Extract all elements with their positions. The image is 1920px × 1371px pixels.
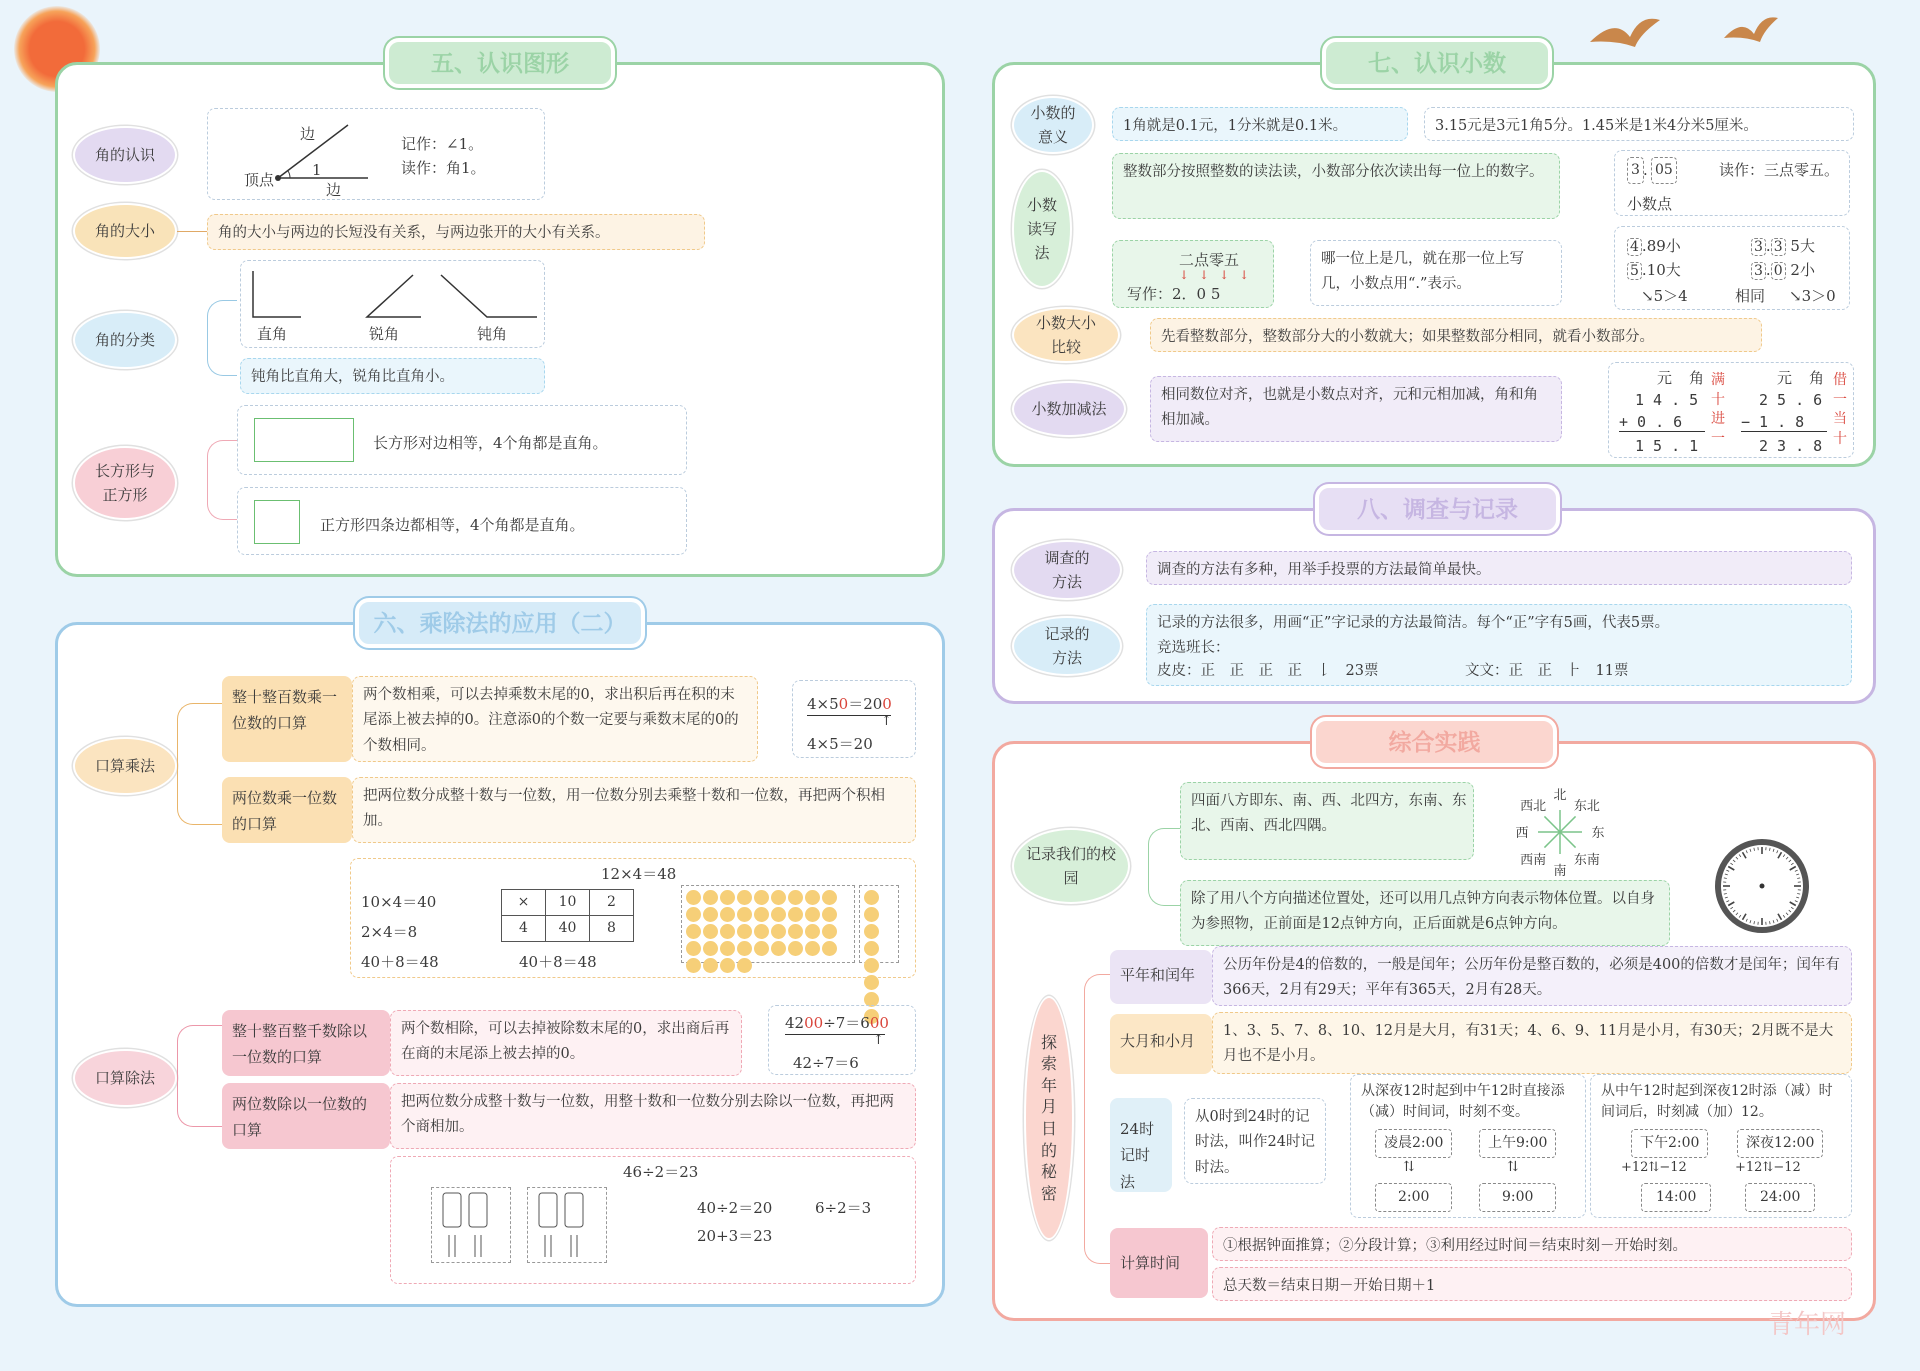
dot [686, 924, 701, 939]
angle-diagram [207, 108, 545, 200]
bracket [1148, 828, 1180, 906]
h24-panel-a [1350, 1074, 1586, 1218]
section-title: 八、调查与记录 [1315, 484, 1560, 534]
dot [754, 890, 769, 905]
time-6: 深夜12:00 [1737, 1129, 1823, 1158]
compass-icon [1492, 784, 1628, 880]
time-8: 24:00 [1745, 1183, 1815, 1212]
node-compare: 小数大小比较 [1012, 307, 1120, 363]
reading: 读作：角1。 [401, 159, 486, 177]
mul1-example [792, 680, 916, 758]
time-7: 14:00 [1641, 1183, 1711, 1212]
record-sub: 竞选班长： [1157, 640, 1230, 657]
angle-num: 1 [312, 161, 322, 179]
bracket [207, 440, 237, 520]
dot [864, 890, 879, 905]
mul2-label: 两位数乘一位数的口算 [222, 777, 352, 843]
node-campus: 记录我们的校园 [1012, 828, 1130, 904]
time-5: 下午2:00 [1631, 1129, 1708, 1158]
dot [686, 890, 701, 905]
dot [720, 941, 735, 956]
acute-angle-label: 锐角 [369, 325, 400, 343]
dot [754, 924, 769, 939]
compass-ray [1544, 832, 1560, 848]
underline [785, 1034, 885, 1035]
div2-head: 46÷2＝23 [623, 1163, 699, 1181]
square-box [237, 487, 687, 555]
compass-direction: 西 [1515, 826, 1529, 841]
node-method: 调查的方法 [1012, 540, 1122, 600]
digit: 3 [1627, 157, 1644, 184]
dot [864, 907, 879, 922]
div2-label: 两位数除以一位数的口算 [222, 1083, 390, 1149]
dot [720, 890, 735, 905]
record-b: 文文：正 正 ⺊ 11票 [1465, 663, 1629, 679]
dot [737, 890, 752, 905]
dot [822, 890, 837, 905]
cmp-r2: 相同 [1735, 287, 1766, 305]
div2-l3: 20+3＝23 [697, 1227, 773, 1245]
dot [822, 924, 837, 939]
h24-b: 从中午12时起到深夜12时添（减）时间词后，时刻减（加）12。 [1601, 1083, 1833, 1120]
point: . [1643, 161, 1648, 179]
angle-shapes [251, 267, 541, 321]
time-2: 上午9:00 [1479, 1129, 1556, 1158]
calc-label: 计算时间 [1110, 1228, 1208, 1298]
sub-l3: 2 3 . 8 [1759, 437, 1823, 455]
vertex-label: 顶点 [244, 171, 275, 189]
compass-ray [1560, 816, 1576, 832]
month-text: 1、3、5、7、8、10、12月是大月，有31天；4、6、9、11月是小月，有30天；2月既不是大月也不是小月。 [1212, 1012, 1852, 1074]
dot [686, 941, 701, 956]
node-readwrite: 小数读写法 [1012, 170, 1072, 288]
dot [737, 907, 752, 922]
rectangle-shape [254, 418, 354, 462]
dot [703, 958, 718, 973]
compass-direction: 北 [1553, 788, 1567, 803]
dot [703, 890, 718, 905]
dot [788, 890, 803, 905]
cmp-r3: ↘3＞0 [1789, 287, 1836, 305]
mul2-head: 12×4＝48 [601, 865, 677, 883]
node-angle: 角的认识 [73, 126, 177, 184]
yuan: 元 [1657, 369, 1673, 387]
div1-label: 整十整百整千数除以一位数的口算 [222, 1010, 390, 1076]
arrows: ↓↓↓↓ [1179, 268, 1260, 282]
dot [805, 941, 820, 956]
add-l1: 1 4 . 5 [1635, 391, 1699, 409]
connector [177, 231, 207, 232]
dot [771, 941, 786, 956]
jiao: 角 [1689, 369, 1705, 387]
rw-write-read: 二点零五 [1179, 251, 1240, 269]
compass-direction: 东 [1591, 826, 1605, 841]
cmp-text: 先看整数部分，整数部分大的小数就大；如果整数部分相同，就看小数部分。 [1150, 318, 1762, 352]
compass-direction: 东北 [1573, 799, 1600, 815]
angle-size-text: 角的大小与两边的长短没有关系，与两边张开的大小有关系。 [207, 214, 705, 250]
dot [771, 924, 786, 939]
add-example [1608, 362, 1854, 458]
div1-ex2: 42÷7＝6 [793, 1054, 859, 1072]
div2-l2: 6÷2＝3 [815, 1199, 872, 1217]
mul2-l2: 2×4＝8 [361, 923, 418, 941]
section-title: 六、乘除法的应用（二） [355, 598, 645, 648]
campus-1: 四面八方即东、南、西、北四方，东南、东北、西南、西北四隅。 [1180, 782, 1474, 860]
swap-icon: ⇅ [1507, 1159, 1519, 1175]
rw-example2 [1112, 240, 1274, 308]
rect-label: 长方形与正方形 [94, 462, 155, 504]
dot [864, 958, 879, 973]
underline [807, 715, 891, 716]
dot [703, 924, 718, 939]
mul1-ex2: 4×5＝20 [807, 735, 873, 753]
angle-class-note: 钝角比直角大，锐角比直角小。 [240, 358, 545, 394]
dot [788, 924, 803, 939]
time-3: 2:00 [1375, 1183, 1452, 1212]
record-a: 皮皮：正 正 正 正 𠄌 23票 [1157, 663, 1379, 679]
sub-l2: − 1 . 8 [1741, 413, 1805, 431]
method-text: 调查的方法有多种，用举手投票的方法最简单最快。 [1146, 551, 1852, 585]
meaning-2: 3.15元是3元1角5分。1.45米是1米4分米5厘米。 [1424, 107, 1854, 141]
mul2-l1: 10×4＝40 [361, 893, 437, 911]
section-title: 综合实践 [1312, 717, 1557, 767]
month-label: 大月和小月 [1110, 1014, 1212, 1074]
dot [703, 941, 718, 956]
bracket [177, 703, 222, 825]
dot [864, 924, 879, 939]
bracket [177, 1025, 222, 1127]
dot [771, 907, 786, 922]
add-text: 相同数位对齐，也就是小数点对齐，元和元相加减，角和角相加减。 [1150, 376, 1562, 442]
node-meaning: 小数的意义 [1012, 96, 1094, 154]
offset: +12⇅−12 [1735, 1160, 1801, 1175]
rule [1619, 431, 1705, 432]
dot [805, 890, 820, 905]
sub-l1: 2 5 . 6 [1759, 391, 1823, 409]
mul1-text: 两个数相乘，可以去掉乘数末尾的0，求出积后再在积的末尾添上被去掉的0。注意添0的个数一定要与乘数末尾的0的个数相同。 [352, 676, 758, 762]
dot [754, 907, 769, 922]
div2-l1: 40÷2＝20 [697, 1199, 773, 1217]
calc-2: 总天数＝结束日期－开始日期＋1 [1212, 1267, 1852, 1301]
mul2-l3: 40＋8＝48 [361, 953, 439, 971]
dot [754, 941, 769, 956]
time-1: 凌晨2:00 [1375, 1129, 1452, 1158]
mul-table: × 10 2 4 40 8 [501, 889, 634, 942]
record-main: 记录的方法很多，用画“正”字记录的方法最简洁。每个“正”字有5画，代表5票。 [1157, 615, 1670, 631]
calc-1: ①根据钟面推算；②分段计算；③利用经过时间＝结束时刻－开始时刻。 [1212, 1227, 1852, 1261]
bird-icon [1720, 12, 1780, 57]
dot [822, 941, 837, 956]
rw-text2: 哪一位上是几，就在那一位上写几，小数点用“.”表示。 [1310, 240, 1562, 306]
square-text: 正方形四条边都相等，4个角都是直角。 [320, 516, 585, 534]
mul2-text: 把两位数分成整十数与一位数，用一位数分别去乘整十数和一位数，再把两个积相加。 [352, 777, 916, 843]
dot-array [681, 885, 855, 963]
dot [737, 924, 752, 939]
section-title: 五、认识图形 [385, 38, 615, 88]
div1-ex1: 4200÷7＝600 [785, 1014, 889, 1032]
dot-array [859, 885, 899, 963]
right-angle-label: 直角 [257, 325, 288, 343]
bundle-icon [437, 1191, 507, 1261]
h24-a: 从深夜12时起到中午12时直接添（减）时间词，时刻不变。 [1361, 1083, 1565, 1120]
add-l2: + 0 . 6 [1619, 413, 1683, 431]
mul1-ex1: 4×50＝200 [807, 695, 892, 713]
compass-ray [1544, 816, 1560, 832]
node-record: 记录的方法 [1012, 616, 1122, 676]
edge-label: 边 [326, 181, 342, 199]
node-addsub: 小数加减法 [1012, 381, 1126, 437]
angle-types [240, 260, 545, 348]
dot [686, 958, 701, 973]
node-rect [73, 446, 177, 520]
cmp-r1: ↘5＞4 [1641, 287, 1688, 305]
h24-text: 从0时到24时的记时法，叫作24时记时法。 [1184, 1098, 1326, 1184]
compass-direction: 南 [1553, 864, 1567, 879]
div2-text: 把两位数分成整十数与一位数，用整十数和一位数分别去除以一位数，再把两个商相加。 [390, 1083, 916, 1149]
dot [720, 958, 735, 973]
bundle-icon [533, 1191, 603, 1261]
dot [864, 941, 879, 956]
compass-direction: 西北 [1520, 799, 1547, 815]
square-shape [254, 500, 300, 544]
edge-label: 边 [300, 125, 316, 143]
node-div: 口算除法 [73, 1049, 177, 1107]
section-title: 七、认识小数 [1322, 38, 1552, 88]
leap-label: 平年和闰年 [1110, 950, 1212, 1004]
dot [703, 907, 718, 922]
watermark: 青年网 [1768, 1310, 1847, 1340]
rw-text1: 整数部分按照整数的读法读，小数部分依次读出每一位上的数字。 [1112, 153, 1560, 219]
node-explore: 探索年月日的秘密 [1024, 996, 1074, 1240]
mul2-sum: 40＋8＝48 [519, 953, 597, 971]
div1-example [768, 1005, 916, 1075]
cmp-b: 5 .10大 [1627, 257, 1681, 284]
cmp-example [1614, 226, 1850, 310]
meaning-1: 1角就是0.1元，1分米就是0.1米。 [1112, 107, 1408, 141]
rule [1741, 431, 1827, 432]
record-text [1146, 604, 1852, 686]
dot [720, 924, 735, 939]
add-l3: 1 5 . 1 [1635, 437, 1699, 455]
mul2-example [350, 858, 916, 978]
h24-panel-b [1590, 1074, 1852, 1218]
yuan: 元 [1777, 369, 1793, 387]
compass-direction: 西南 [1520, 852, 1547, 868]
time-4: 9:00 [1479, 1183, 1556, 1212]
rw-write: 写作：2．0 5 [1127, 285, 1221, 303]
mul1-label: 整十整百数乘一位数的口算 [222, 676, 352, 762]
dot [788, 941, 803, 956]
clock-icon [1714, 838, 1810, 934]
bracket [207, 300, 237, 376]
compass-direction: 东南 [1573, 852, 1600, 868]
notation: 记作：∠1。 [401, 135, 484, 153]
campus-2: 除了用八个方向描述位置处，还可以用几点钟方向表示物体位置。以自身为参照物，正前面是12点钟方向，正后面就是6点钟方向。 [1180, 880, 1670, 946]
dot [720, 907, 735, 922]
rect-text: 长方形对边相等，4个角都是直角。 [373, 434, 608, 452]
rw-read: 读作：三点零五。 [1719, 161, 1840, 179]
dot [686, 907, 701, 922]
cmp-c: 3 . 3 5大 [1751, 233, 1815, 260]
node-mul: 口算乘法 [73, 737, 177, 795]
borrow-note: 借一当十 [1833, 372, 1847, 447]
dot [788, 907, 803, 922]
dot [737, 958, 752, 973]
rw-example1 [1614, 150, 1850, 216]
rw-point: 小数点 [1627, 195, 1673, 213]
node-angle-class: 角的分类 [73, 311, 177, 369]
jiao: 角 [1809, 369, 1825, 387]
dot [771, 890, 786, 905]
leap-text: 公历年份是4的倍数的，一般是闰年；公历年份是整百数的，必须是400的倍数才是闰年；闰年有366天，2月有29天；平年有365天，2月有28天。 [1212, 946, 1852, 1006]
dot [864, 975, 879, 990]
div2-example [390, 1156, 916, 1284]
compass-ray [1560, 832, 1576, 848]
offset: +12⇅−12 [1621, 1160, 1687, 1175]
node-angle-size: 角的大小 [73, 203, 177, 259]
div1-text: 两个数相除，可以去掉被除数末尾的0，求出商后再在商的末尾添上被去掉的0。 [390, 1010, 742, 1076]
rect-box [237, 405, 687, 475]
cmp-a: 4 .89小 [1627, 233, 1681, 260]
dot [805, 924, 820, 939]
bracket [1084, 974, 1110, 1264]
dot [822, 907, 837, 922]
swap-icon: ⇅ [1403, 1159, 1415, 1175]
bird-icon [1585, 12, 1665, 62]
cmp-d: 3 . 0 2小 [1751, 257, 1815, 284]
h24-label: 24时记时法 [1110, 1098, 1172, 1192]
digits: 05 [1651, 157, 1677, 184]
dot [805, 907, 820, 922]
obtuse-angle-label: 钝角 [477, 325, 508, 343]
dot [737, 941, 752, 956]
carry-note: 满十进一 [1711, 372, 1725, 447]
arrow-icon: ↑ [873, 1033, 884, 1048]
arrow-icon: ↑ [881, 714, 892, 729]
